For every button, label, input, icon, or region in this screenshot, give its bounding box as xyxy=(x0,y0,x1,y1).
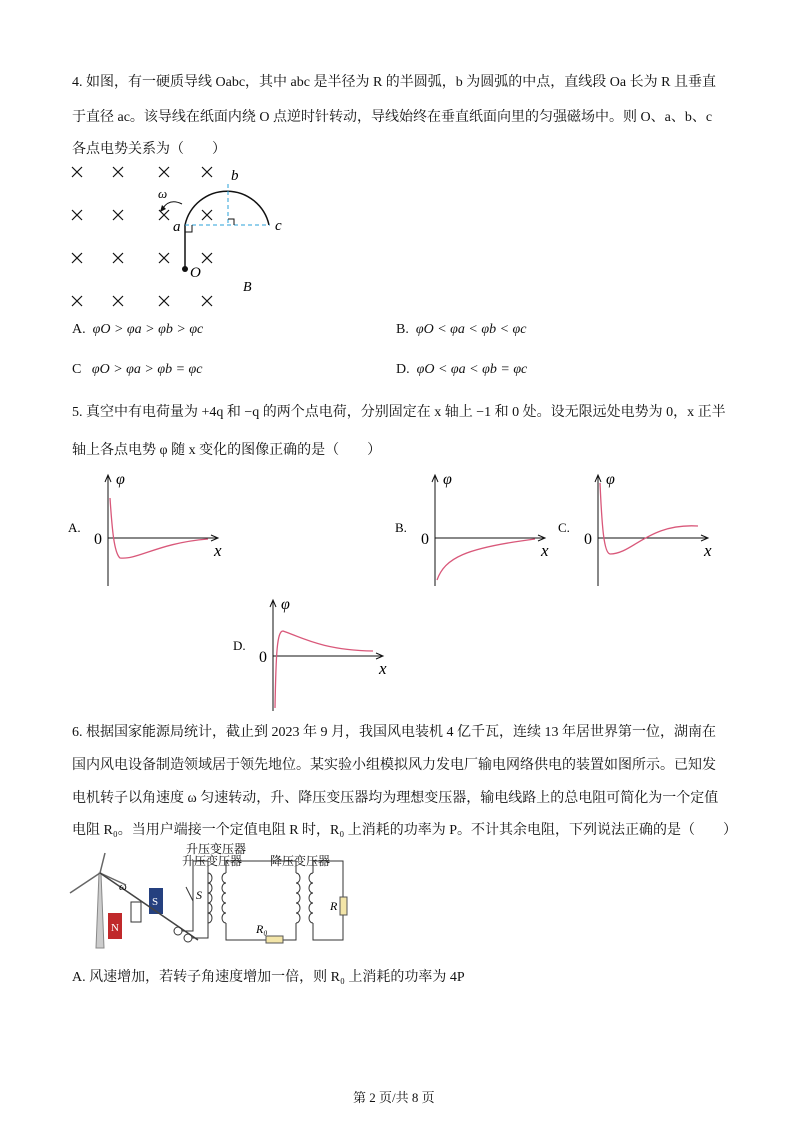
option-text: φO > φa > φb > φc xyxy=(92,322,204,337)
q6-line-3: 电机转子以角速度 ω 匀速转动，升、降压变压器均为理想变压器，输电线路上的总电阻可简化为一个定值 xyxy=(72,791,719,806)
option-label: B. xyxy=(395,520,407,535)
x-axis-label: x xyxy=(541,541,549,560)
option-text: φO < φa < φb < φc xyxy=(415,322,527,337)
y-axis-label: φ xyxy=(606,471,615,488)
R0-resistor xyxy=(266,936,283,943)
step-down-transformer-label: 降压变压器 xyxy=(270,854,331,868)
option-label: D. xyxy=(233,638,246,653)
potential-curve xyxy=(110,498,208,558)
q5-option-d[interactable] xyxy=(233,593,393,723)
cross-mark xyxy=(202,210,212,220)
cross-mark xyxy=(72,253,82,263)
S-magnet-label: S xyxy=(152,896,159,908)
q4-option-a[interactable] xyxy=(72,322,203,338)
option-label: C xyxy=(72,362,82,377)
page-footer: 第 2 页/共 8 页 xyxy=(353,1090,435,1105)
point-c-label: c xyxy=(275,218,282,234)
potential-curve xyxy=(437,539,535,580)
option-label: A. xyxy=(72,322,86,337)
cross-mark xyxy=(113,296,123,306)
option-text: φO < φa < φb = φc xyxy=(416,362,528,377)
q4-diagram xyxy=(60,160,282,310)
q5-option-a[interactable] xyxy=(68,468,228,598)
cross-mark xyxy=(113,253,123,263)
cross-mark xyxy=(113,210,123,220)
q4-line-1: 4. 如图，有一硬质导线 Oabc，其中 abc 是半径为 R 的半圆弧，b 为圆弧的中点，直线段 Oa 长为 R 且垂直 xyxy=(72,75,716,90)
origin-label: 0 xyxy=(584,531,592,548)
potential-curve xyxy=(275,631,373,708)
cross-mark xyxy=(72,167,82,177)
q6-line-1: 6. 根据国家能源局统计，截止到 2023 年 9 月，我国风电装机 4 亿千瓦，连续 13 年居世界第一位，湖南在 xyxy=(72,725,716,740)
q6-circuit-diagram xyxy=(68,842,368,955)
q4-option-b[interactable] xyxy=(396,322,527,338)
y-axis-label: φ xyxy=(116,471,125,488)
option-label: D. xyxy=(396,362,410,377)
q5-line-2: 轴上各点电势 φ 随 x 变化的图像正确的是（ ） xyxy=(72,443,382,458)
x-axis-label: x xyxy=(704,541,712,560)
q4-option-d[interactable] xyxy=(396,362,527,378)
option-text: φO > φa > φb = φc xyxy=(91,362,203,377)
R0-label: R₀ xyxy=(256,922,268,936)
q6-option-a[interactable] xyxy=(72,966,465,986)
q4-option-c[interactable] xyxy=(72,362,203,378)
omega-label: ω xyxy=(119,881,127,893)
q6-line-2: 国内风电设备制造领域居于领先地位。某实验小组模拟风力发电厂输电网络供电的装置如图所示。已知发 xyxy=(72,758,716,773)
step-up-label: 升压变压器 xyxy=(186,842,247,856)
point-a-label: a xyxy=(173,219,181,235)
y-axis-label: φ xyxy=(281,596,290,613)
y-axis-label: φ xyxy=(443,471,452,488)
N-label: N xyxy=(111,922,119,934)
q4-line-3: 各点电势关系为（ ） xyxy=(72,142,226,157)
q4-line-2: 于直径 ac。该导线在纸面内绕 O 点逆时针转动，导线始终在垂直纸面向里的匀强磁场中。则 O、a、b、c xyxy=(72,110,713,125)
origin-label: 0 xyxy=(259,649,267,666)
field-B-label: B xyxy=(243,280,252,295)
q5-line-1: 5. 真空中有电荷量为 +4q 和 −q 的两个点电荷，分别固定在 x 轴上 −1 和 0 处。设无限远处电势为 0，x 正半 xyxy=(72,405,726,420)
omega-label: ω xyxy=(158,186,168,201)
step-up-transformer-label: 升压变压器 xyxy=(182,854,243,868)
option-label: A. xyxy=(68,520,81,535)
x-axis-label: x xyxy=(379,659,387,678)
option-label: A. xyxy=(72,970,86,985)
origin-label: 0 xyxy=(421,531,429,548)
q5-option-b[interactable] xyxy=(395,468,555,598)
semicircle-arc xyxy=(185,191,269,225)
x-axis-label: x xyxy=(214,541,222,560)
option-text: 风速增加，若转子角速度增加一倍，则 R₀ 上消耗的功率为 4P xyxy=(89,970,465,985)
cross-mark xyxy=(72,210,82,220)
cross-mark xyxy=(202,167,212,177)
phi-x-graph xyxy=(395,468,555,593)
cross-mark xyxy=(159,296,169,306)
wind-turbine-tower xyxy=(96,873,104,948)
R-label: R xyxy=(330,899,338,913)
switch-S-label: S xyxy=(196,888,202,902)
option-label: C. xyxy=(558,520,570,535)
cross-mark xyxy=(113,167,123,177)
phi-x-graph xyxy=(233,593,393,718)
q6-line-4: 电阻 R₀。当用户端接一个定值电阻 R 时，R₀ 上消耗的功率为 P。不计其余电阻，下列说法正确的是（ ） xyxy=(72,823,738,838)
phi-x-graph xyxy=(558,468,718,593)
cross-mark xyxy=(159,167,169,177)
cross-mark xyxy=(202,296,212,306)
potential-curve xyxy=(600,483,698,554)
point-O-label: O xyxy=(190,265,201,281)
phi-x-graph xyxy=(68,468,228,593)
option-label: B. xyxy=(396,322,409,337)
cross-mark xyxy=(72,296,82,306)
cross-mark xyxy=(202,253,212,263)
R-resistor xyxy=(340,897,347,915)
magnetic-field-crosses xyxy=(72,167,212,306)
cross-mark xyxy=(159,253,169,263)
origin-label: 0 xyxy=(94,531,102,548)
point-b-label: b xyxy=(231,168,239,184)
q5-option-c[interactable] xyxy=(558,468,718,598)
